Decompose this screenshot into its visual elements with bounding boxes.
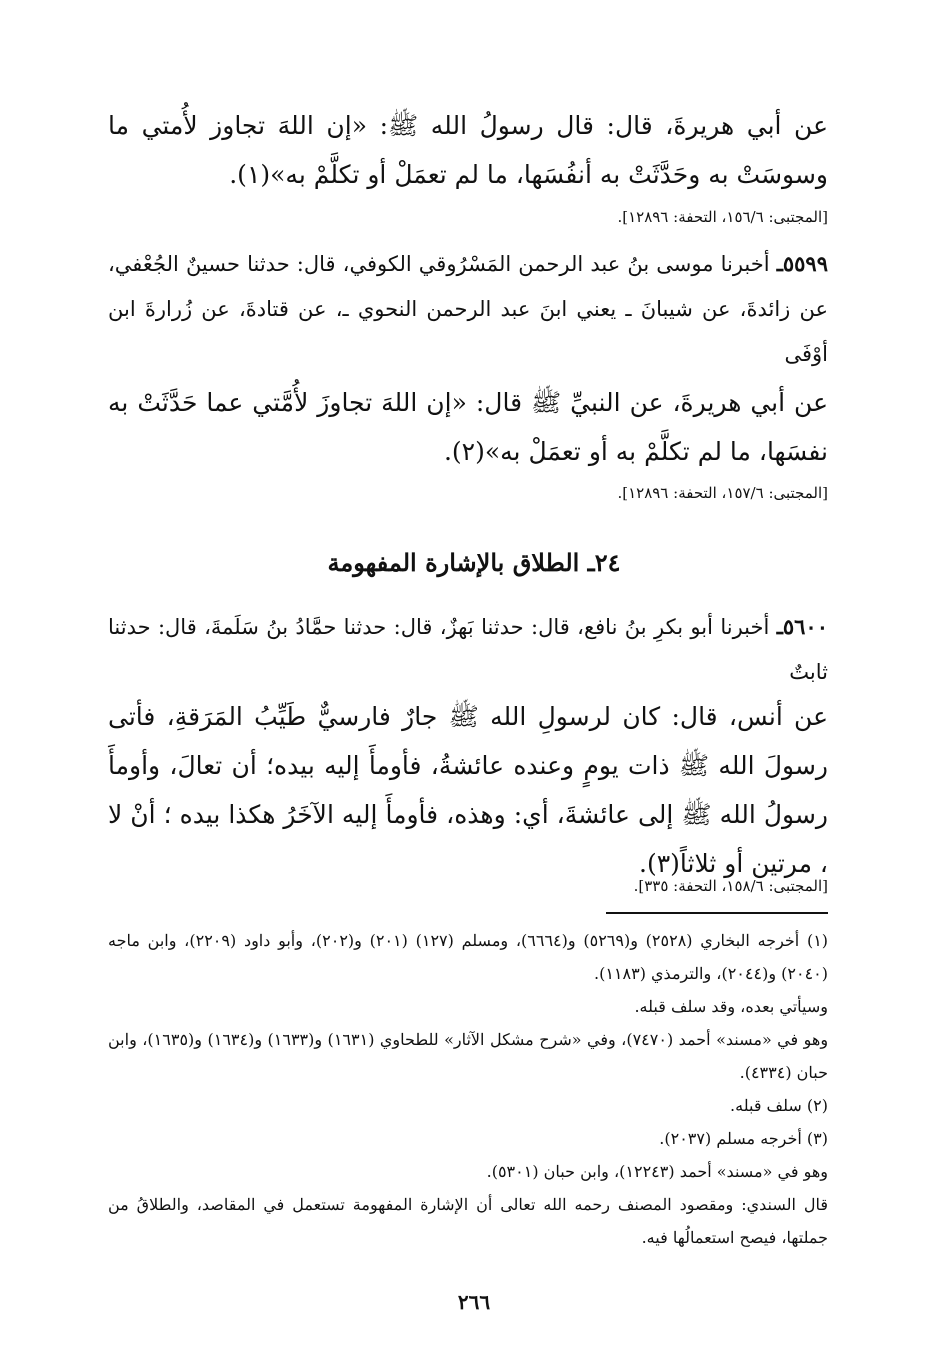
chapter-heading: ٢٤ـ الطلاق بالإشارة المفهومة [327,548,621,577]
hadith-number-5599: ٥٥٩٩ـ [776,251,828,276]
page-number: ٢٦٦ [457,1290,491,1314]
hadith-text-1: عن أبي هريرةَ، قال: قال رسولُ الله ﷺ: «إن اللهَ تجاوز لأُمتي ما وسوسَتْ به وحَدَّثَتْ به أنفُسَها، ما لم تعمَلْ أو تكلَّمْ به»(١). [108,111,828,189]
chain-5599-text: أخبرنا موسى بنُ عبد الرحمن المَسْرُوقي الكوفي، قال: حدثنا حسينٌ الجُعْفي، عن زائدةَ، عن شيبانَ ـ يعني ابنَ عبد الرحمن النحوي ـ، عن قتادةَ، عن زُرارةَ ابن أوْفَى [108,252,828,366]
hadith-number-5600: ٥٦٠٠ـ [776,614,828,639]
chain-5600 [108,604,828,695]
footnote-2: (٢) سلف قبله. [730,1096,828,1115]
footnote-3-sindi: قال السندي: ومقصود المصنف رحمه الله تعالى أن الإشارة المفهومة تستعمل في المقاصد، والطلاقُ من جملتها، فيصح استعمالُها فيه. [108,1195,828,1247]
hadith-text-2: عن أبي هريرةَ، عن النبيِّ ﷺ قال: «إن اللهَ تجاوزَ لأُمَّتي عما حَدَّثَتْ به نفسَها، ما لم تكلَّمْ به أو تعمَلْ به»(٢). [108,388,828,466]
reference-1: [المجتبى: ١٥٦/٦، التحفة: ١٢٨٩٦]. [617,208,828,226]
footnote-1-extra: وهو في «مسند» أحمد (٧٤٧٠)، وفي «شرح مشكل الآثار» للطحاوي (١٦٣١) و(١٦٣٣) و(١٦٣٤) و(١٦٣٥)، وابن حبان (٤٣٣٤). [108,1030,829,1082]
reference-2: [المجتبى: ١٥٧/٦، التحفة: ١٢٨٩٦]. [617,484,828,502]
chain-5599 [108,241,828,377]
chain-5600-text: أخبرنا أبو بكرِ بنُ نافع، قال: حدثنا بَهزٌ، قال: حدثنا حمَّادُ بنُ سَلَمةَ، قال: حدثنا ثابتٌ [108,615,828,684]
footnote-1-note: وسيأتي بعده، وقد سلف قبله. [634,997,828,1016]
reference-3: [المجتبى: ١٥٨/٦، التحفة: ٣٣٥]. [633,877,828,895]
hadith-text-3: عن أنس، قال: كان لرسولِ الله ﷺ جارٌ فارسيٌّ طَيِّبُ المَرَقةِ، فأتى رسولَ الله ﷺ ذات يومٍ وعنده عائشةُ، فأومأَ إليه بيده؛ أن تعالَ، وأومأَ رسولُ الله ﷺ إلى عائشةَ، أي: وهذه، فأومأَ إليه الآخَرُ هكذا بيده ؛ أنْ لا ، مرتين أو ثلاثاً(٣). [108,702,828,878]
footnote-separator [606,912,828,914]
footnote-1: (١) أخرجه البخاري (٢٥٢٨) و(٥٢٦٩) و(٦٦٦٤)، ومسلم (١٢٧) (٢٠١) و(٢٠٢)، وأبو داود (٢٢٠٩)، وابن ماجه (٢٠٤٠) و(٢٠٤٤)، والترمذي (١١٨٣). [108,931,829,983]
footnote-3-extra: وهو في «مسند» أحمد (١٢٢٤٣)، وابن حبان (٥٣٠١). [486,1162,828,1181]
footnote-3: (٣) أخرجه مسلم (٢٠٣٧). [659,1129,828,1148]
